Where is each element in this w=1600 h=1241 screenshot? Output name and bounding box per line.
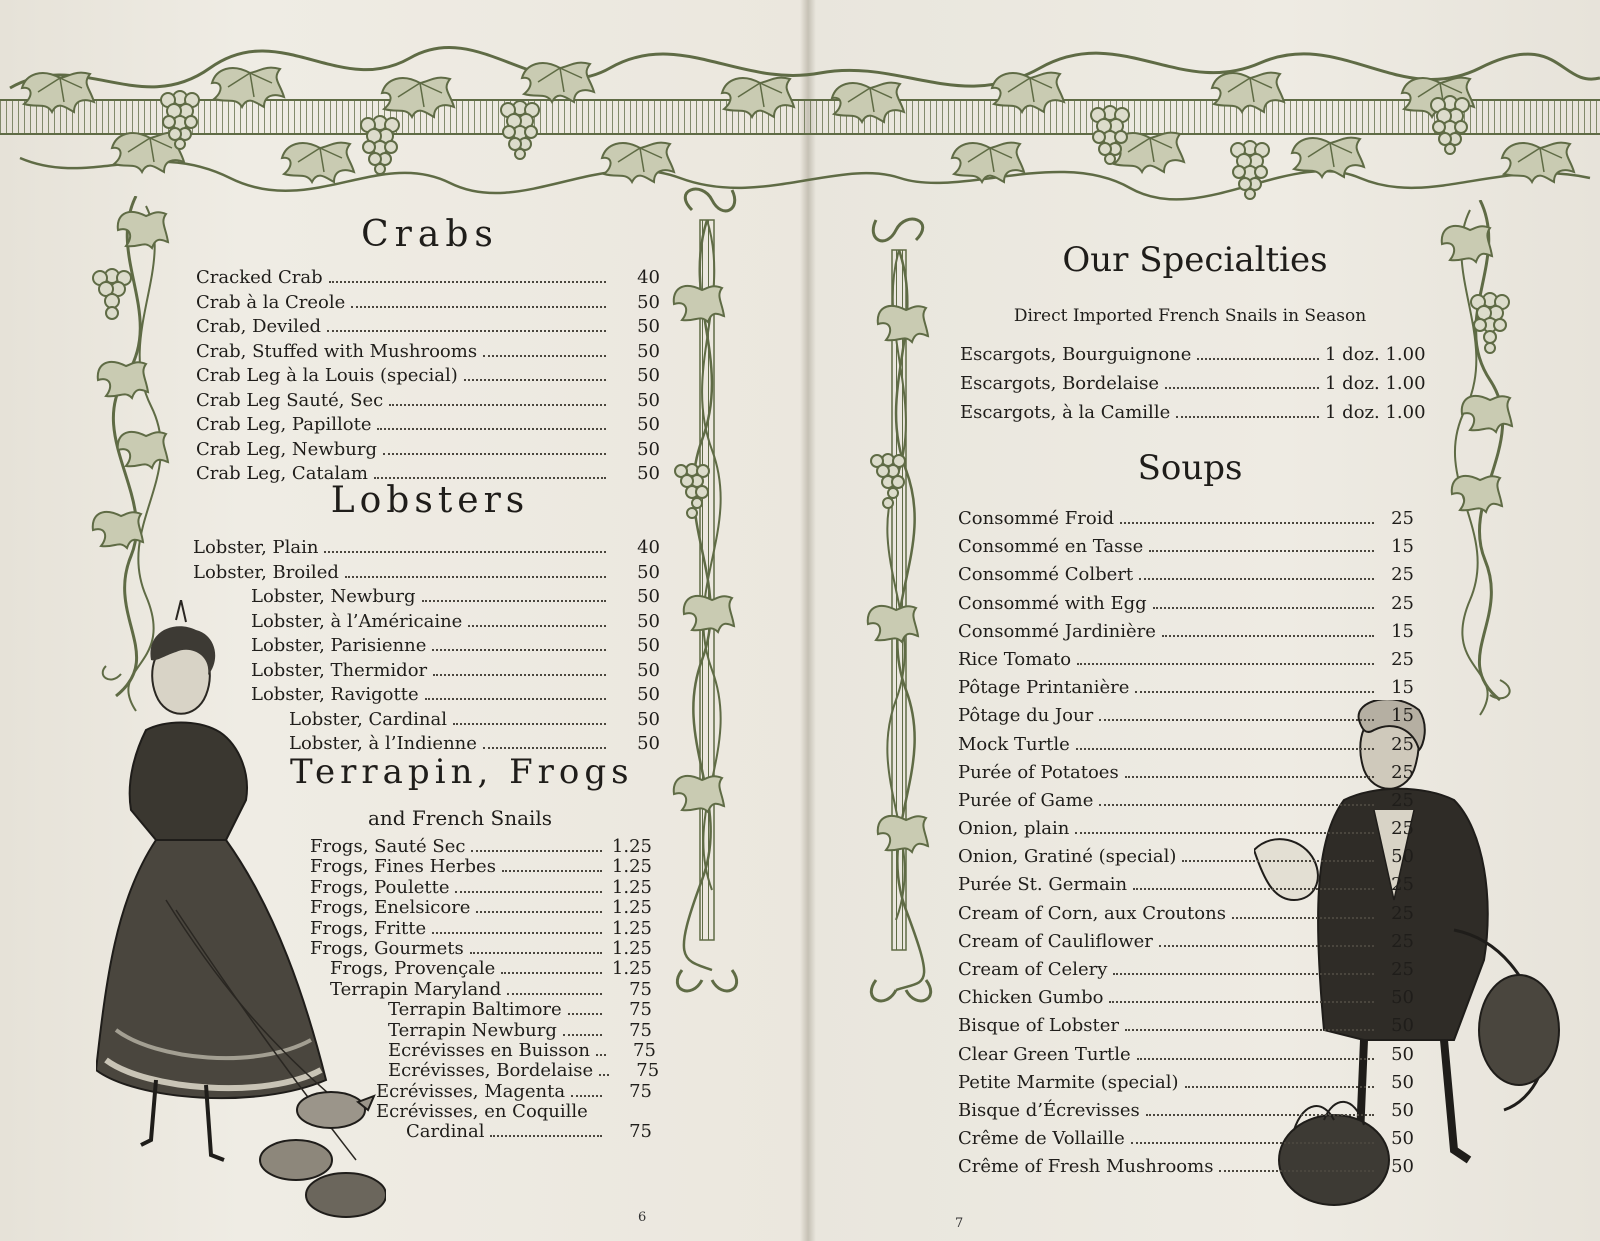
dot-leader [1109, 1001, 1374, 1003]
menu-item [958, 790, 1414, 818]
menu-item-price: 75 [629, 1019, 652, 1041]
menu-item-price: 50 [1391, 1099, 1414, 1121]
menu-item-price: 25 [1391, 818, 1414, 840]
menu-item-price: 50 [637, 291, 660, 313]
dot-leader [502, 870, 602, 872]
menu-item-price: 50 [637, 659, 660, 681]
menu-item [196, 341, 660, 366]
menu-item-price: 50 [637, 561, 660, 583]
dot-leader [1125, 1029, 1374, 1031]
dot-leader [507, 993, 602, 995]
menu-item-name: Crême de Vollaille [958, 1128, 1125, 1150]
menu-item [310, 877, 652, 897]
menu-item-name: Frogs, Enelsicore [310, 897, 471, 919]
dot-leader [351, 306, 606, 308]
menu-item [310, 897, 652, 917]
menu-item [958, 593, 1414, 621]
left-page-number: 6 [638, 1210, 647, 1225]
menu-item [196, 439, 660, 464]
menu-item-price: 25 [1391, 789, 1414, 811]
menu-item-name: Crab, Stuffed with Mushrooms [196, 340, 478, 362]
menu-item [310, 958, 652, 978]
menu-item-price: 75 [629, 1121, 652, 1143]
menu-item [958, 649, 1414, 677]
menu-item [958, 762, 1414, 790]
menu-item-price: 50 [1391, 1071, 1414, 1093]
menu-item-price: 25 [1391, 564, 1414, 586]
dot-leader [1133, 888, 1374, 890]
dot-leader [327, 330, 606, 332]
menu-item-name: Purée of Game [958, 789, 1094, 811]
menu-item [310, 1060, 660, 1082]
dot-leader [563, 1034, 602, 1036]
menu-item [196, 267, 660, 292]
menu-item-price: 40 [637, 267, 660, 288]
menu-item-price: 50 [637, 463, 660, 484]
terrapin-subheading: and French Snails [367, 806, 553, 830]
menu-item-price: 50 [637, 586, 660, 607]
dot-leader [476, 911, 602, 913]
menu-item [196, 414, 660, 439]
menu-item [958, 1044, 1414, 1072]
menu-item-price: 75 [629, 978, 652, 1000]
specialties-heading: Our Specialties [1062, 240, 1328, 280]
menu-item-price: 1.25 [611, 897, 652, 919]
menu-item-name: Lobster, à l’Indienne [289, 733, 477, 754]
menu-item-price: 40 [637, 537, 660, 558]
menu-item-price: 75 [629, 1080, 652, 1102]
menu-item [196, 292, 660, 317]
dot-leader [599, 1074, 609, 1076]
menu-item-price: 1 doz. 1.00 [1325, 373, 1426, 394]
menu-item-name: Cracked Crab [196, 267, 323, 288]
menu-item-name: Crab Leg, Catalam [196, 463, 368, 484]
menu-item-name: Crab à la Creole [196, 291, 346, 313]
dot-leader [374, 477, 606, 479]
menu-item-name: Crab Leg, Newburg [196, 438, 377, 460]
menu-item-price: 50 [637, 733, 660, 754]
menu-item-price: 75 [629, 999, 652, 1021]
menu-item-name: Pôtage Printanière [958, 677, 1130, 699]
lobsters-heading: Lobsters [330, 480, 530, 521]
menu-item-name: Onion, plain [958, 818, 1070, 840]
menu-item-price: 25 [1391, 508, 1414, 529]
menu-item [958, 931, 1414, 959]
menu-item-name: Lobster, Cardinal [289, 708, 447, 730]
menu-item [196, 390, 660, 415]
menu-item-name: Consommé with Egg [958, 592, 1147, 614]
dot-leader [596, 1054, 606, 1056]
dot-leader [471, 850, 602, 852]
dot-leader [483, 355, 606, 357]
menu-item [310, 856, 652, 876]
dot-leader [1219, 1170, 1374, 1172]
menu-item-price: 15 [1391, 677, 1414, 699]
menu-item [960, 344, 1425, 373]
dot-leader [1120, 522, 1374, 524]
menu-item-name: Frogs, Fines Herbes [310, 856, 496, 878]
dot-leader [1146, 1114, 1374, 1116]
menu-item [958, 874, 1414, 902]
menu-item [310, 938, 652, 958]
menu-item-price: 25 [1391, 592, 1414, 614]
menu-item-name: Terrapin Newburg [388, 1019, 557, 1041]
menu-item-name: Crab Leg, Papillote [196, 414, 372, 435]
menu-item-name: Cream of Corn, aux Croutons [958, 902, 1226, 924]
menu-item-name: Cream of Cauliflower [958, 930, 1153, 952]
menu-item-name: Lobster, Broiled [193, 561, 339, 583]
center-right-vine-column [866, 210, 936, 1010]
menu-item-name: Lobster, Newburg [251, 586, 416, 607]
menu-item-price: 15 [1391, 620, 1414, 642]
menu-item [958, 903, 1414, 931]
menu-item-name: Ecrévisses en Buisson [388, 1039, 590, 1061]
menu-item-name: Purée of Potatoes [958, 761, 1119, 783]
menu-item [958, 959, 1414, 987]
menu-item-price: 50 [1391, 1043, 1414, 1065]
menu-item-price: 75 [636, 1060, 660, 1082]
dot-leader [1232, 917, 1374, 919]
dot-leader [1149, 550, 1374, 552]
menu-item-name: Escargots, Bourguignone [960, 344, 1192, 365]
dot-leader [1099, 804, 1374, 806]
dot-leader [324, 551, 606, 553]
menu-item-price: 50 [637, 635, 660, 656]
menu-item [958, 564, 1414, 592]
dot-leader [1162, 635, 1374, 637]
dot-leader [329, 281, 606, 283]
lobsters-menu-list [193, 537, 660, 758]
menu-item-name: Consommé Colbert [958, 564, 1134, 586]
menu-item [196, 365, 660, 390]
menu-item-price: 50 [637, 438, 660, 460]
dot-leader [483, 747, 606, 749]
menu-item-price: 1.25 [611, 876, 652, 898]
dot-leader [1125, 776, 1374, 778]
menu-item [310, 979, 652, 999]
menu-item-price: 25 [1391, 874, 1414, 896]
dot-leader [1159, 945, 1374, 947]
menu-item-name: Consommé en Tasse [958, 536, 1144, 558]
menu-item-name: Ecrévisses, Magenta [376, 1080, 566, 1102]
menu-item-name: Chicken Gumbo [958, 987, 1104, 1009]
menu-item [960, 402, 1425, 431]
menu-item-name: Mock Turtle [958, 733, 1070, 755]
menu-item-price: 1.25 [611, 856, 652, 878]
menu-item-name: Onion, Gratiné (special) [958, 846, 1177, 868]
menu-item-name: Frogs, Gourmets [310, 937, 464, 959]
dot-leader [453, 723, 606, 725]
crabs-menu-list [196, 267, 660, 488]
menu-item [310, 1081, 652, 1101]
menu-item [958, 621, 1414, 649]
menu-item-name: Consommé Jardinière [958, 620, 1156, 642]
right-page-number: 7 [955, 1216, 964, 1231]
dot-leader [1185, 1086, 1374, 1088]
menu-item-price: 25 [1391, 902, 1414, 924]
terrapin-frogs-menu-list [310, 836, 660, 1143]
menu-item-name: Pôtage du Jour [958, 705, 1094, 727]
menu-item-name: Clear Green Turtle [958, 1043, 1131, 1065]
menu-item-name: Escargots, Bordelaise [960, 373, 1160, 394]
menu-item-price: 50 [637, 708, 660, 730]
menu-item-price: 50 [1391, 846, 1414, 868]
menu-item-name: Terrapin Maryland [330, 978, 502, 1000]
menu-item-price: 50 [637, 414, 660, 435]
menu-item-price: 50 [1391, 1015, 1414, 1037]
menu-item [958, 677, 1414, 705]
menu-item [958, 1015, 1414, 1043]
menu-item-name: Terrapin Baltimore [388, 999, 562, 1021]
menu-item [958, 734, 1414, 762]
menu-item-price: 1.25 [611, 917, 652, 939]
menu-item-price: 50 [637, 389, 660, 411]
menu-item-name: Rice Tomato [958, 648, 1072, 670]
menu-item-price: 50 [637, 316, 660, 337]
menu-item-name: Frogs, Provençale [330, 958, 496, 980]
menu-item-price: 1 doz. 1.00 [1325, 402, 1426, 423]
menu-item [193, 611, 660, 636]
menu-item-name: Petite Marmite (special) [958, 1071, 1179, 1093]
menu-item-price: 50 [1391, 1128, 1414, 1150]
menu-item-name: Cardinal [406, 1121, 485, 1143]
menu-item [193, 537, 660, 562]
dot-leader [1139, 578, 1374, 580]
right-vine-border [1430, 200, 1540, 720]
dot-leader [1077, 663, 1374, 665]
dot-leader [432, 649, 606, 651]
menu-item-name: Consommé Froid [958, 508, 1114, 529]
soups-heading: Soups [1137, 448, 1243, 488]
menu-item-name: Cream of Celery [958, 959, 1108, 980]
menu-item [958, 846, 1414, 874]
menu-item [193, 586, 660, 611]
menu-item-name: Frogs, Sauté Sec [310, 836, 466, 857]
crabs-heading: Crabs [361, 214, 499, 255]
menu-item [196, 316, 660, 341]
menu-item-name: Lobster, à l’Américaine [251, 610, 463, 632]
dot-leader [433, 674, 606, 676]
menu-item [310, 1101, 652, 1121]
menu-item-name: Lobster, Plain [193, 537, 319, 558]
menu-item [958, 1128, 1414, 1156]
menu-item [958, 818, 1414, 846]
dot-leader [1137, 1058, 1374, 1060]
menu-item [958, 1100, 1414, 1128]
menu-item-name: Crab Leg à la Louis (special) [196, 365, 458, 386]
menu-item [310, 999, 652, 1019]
dot-leader [345, 576, 606, 578]
menu-item-name: Ecrévisses, Bordelaise [388, 1060, 594, 1082]
specialties-menu-list [960, 344, 1425, 431]
menu-item [193, 635, 660, 660]
dot-leader [1197, 358, 1319, 360]
menu-item-price: 25 [1391, 648, 1414, 670]
dot-leader [501, 972, 602, 974]
dot-leader [1165, 387, 1319, 389]
dot-leader [389, 404, 606, 406]
menu-item [310, 918, 652, 938]
dot-leader [377, 428, 606, 430]
dot-leader [455, 891, 602, 893]
dot-leader [1131, 1142, 1374, 1144]
menu-item-price: 50 [637, 340, 660, 362]
menu-item-price: 1.25 [611, 836, 652, 857]
menu-item-price: 15 [1391, 536, 1414, 558]
menu-item-name: Lobster, Parisienne [251, 635, 427, 656]
menu-item-name: Frogs, Poulette [310, 876, 450, 898]
menu-item-name: Bisque of Lobster [958, 1015, 1119, 1037]
dot-leader [490, 1135, 602, 1137]
menu-item [958, 1072, 1414, 1100]
menu-item-price: 1 doz. 1.00 [1325, 344, 1426, 365]
dot-leader [1099, 719, 1374, 721]
menu-item-name: Lobster, Thermidor [251, 659, 428, 681]
menu-item [310, 1020, 652, 1040]
dot-leader [1075, 832, 1374, 834]
dot-leader [1135, 691, 1374, 693]
menu-item [958, 508, 1414, 536]
dot-leader [470, 952, 602, 954]
menu-item-price: 50 [1391, 1156, 1414, 1178]
dot-leader [432, 932, 602, 934]
menu-item [193, 562, 660, 587]
grapevine-banner [0, 28, 1600, 218]
specialties-subheading: Direct Imported French Snails in Season [1013, 306, 1367, 326]
menu-item [958, 1156, 1414, 1184]
menu-item-name: Escargots, à la Camille [960, 402, 1171, 423]
menu-item [193, 660, 660, 685]
menu-item-price: 50 [1391, 987, 1414, 1009]
menu-item [958, 705, 1414, 733]
dot-leader [1113, 973, 1374, 975]
dot-leader [422, 600, 606, 602]
dot-leader [464, 379, 606, 381]
menu-item [310, 1121, 652, 1141]
menu-item-price: 25 [1391, 930, 1414, 952]
menu-item-price: 50 [637, 610, 660, 632]
menu-item-price: 25 [1391, 959, 1414, 980]
menu-item-price: 1.25 [611, 937, 652, 959]
menu-item-name: Frogs, Fritte [310, 917, 427, 939]
menu-item [193, 684, 660, 709]
menu-item-price: 75 [633, 1039, 656, 1061]
menu-item-name: Purée St. Germain [958, 874, 1128, 896]
menu-item [193, 709, 660, 734]
dot-leader [1176, 416, 1319, 418]
terrapin-heading: Terrapin, Frogs [290, 752, 634, 792]
menu-item-price: 1.25 [611, 958, 652, 980]
menu-item-price: 50 [637, 684, 660, 705]
menu-item-name: Bisque d’Écrevisses [958, 1099, 1140, 1121]
menu-item [310, 1039, 656, 1061]
dot-leader [571, 1095, 602, 1097]
menu-item-price: 15 [1391, 705, 1414, 727]
menu-item-price: 25 [1391, 761, 1414, 783]
menu-item [310, 836, 652, 856]
dot-leader [568, 1013, 602, 1015]
menu-item-name: Crême of Fresh Mushrooms [958, 1156, 1214, 1178]
menu-item-name: Crab, Deviled [196, 316, 322, 337]
dot-leader [383, 453, 606, 455]
soups-menu-list [958, 508, 1414, 1185]
menu-item-price: 25 [1391, 733, 1414, 755]
menu-item-name: Crab Leg Sauté, Sec [196, 389, 384, 411]
menu-item [958, 987, 1414, 1015]
center-left-vine-column [672, 180, 742, 1000]
menu-item-name: Lobster, Ravigotte [251, 684, 419, 705]
dot-leader [1076, 748, 1374, 750]
dot-leader [1182, 860, 1374, 862]
dot-leader [468, 625, 606, 627]
menu-item-price: 50 [637, 365, 660, 386]
menu-item [958, 536, 1414, 564]
dot-leader [1153, 607, 1374, 609]
menu-item-name: Ecrévisses, en Coquille [376, 1101, 588, 1123]
menu-item [960, 373, 1425, 402]
dot-leader [425, 698, 606, 700]
